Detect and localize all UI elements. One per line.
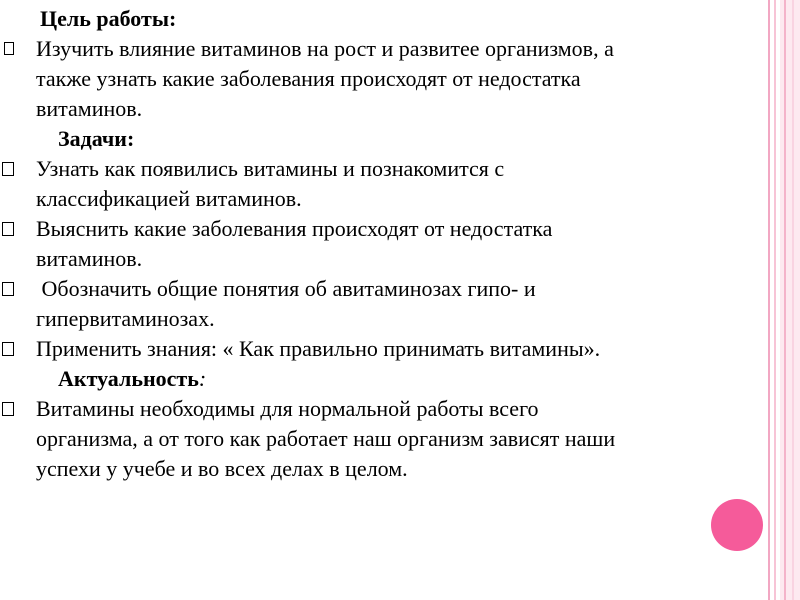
task-4-line-1: Применить знания: « Как правильно принимать витамины». <box>36 336 601 361</box>
square-bullet-icon <box>2 282 14 296</box>
relevance-text-line-1: Витамины необходимы для нормальной работы всего <box>36 396 539 421</box>
decor-stripe-line <box>784 0 786 600</box>
task-3-line-2: гипервитаминозах. <box>36 306 215 331</box>
relevance-text-line-3: успехи у учебе и во всех делах в целом. <box>36 456 408 481</box>
tasks-heading: Задачи: <box>58 126 135 151</box>
goal-text-line-3: витаминов. <box>36 96 143 121</box>
square-bullet-icon <box>2 342 14 356</box>
task-1-line-1: Узнать как появились витамины и познакомится с <box>36 156 505 181</box>
task-2-line-2: витаминов. <box>36 246 143 271</box>
decor-stripe-line <box>792 0 794 600</box>
task-4 <box>0 334 770 364</box>
goal-paragraph <box>0 34 770 64</box>
square-bullet-icon <box>2 402 14 416</box>
task-1 <box>0 154 770 184</box>
task-3 <box>0 274 770 304</box>
relevance-paragraph <box>0 394 770 424</box>
decor-stripe-line <box>768 0 770 600</box>
square-bullet-icon <box>4 42 14 55</box>
decor-stripe-band <box>780 0 800 600</box>
goal-text-line-2: также узнать какие заболевания происходят от недостатка <box>36 66 581 91</box>
task-2 <box>0 214 770 244</box>
decor-stripe-line <box>774 0 776 600</box>
goal-text-line-1: Изучить влияние витаминов на рост и развитее организмов, а <box>36 36 614 61</box>
relevance-heading <box>0 364 770 394</box>
task-2-line-1: Выяснить какие заболевания происходят от недостатка <box>36 216 553 241</box>
square-bullet-icon <box>2 222 14 236</box>
decor-pink-circle <box>711 499 763 551</box>
slide-content <box>0 4 770 484</box>
relevance-heading-colon: : <box>198 366 207 391</box>
task-3-line-1: Обозначить общие понятия об авитаминозах гипо- и <box>36 276 536 301</box>
square-bullet-icon <box>2 162 14 176</box>
goal-heading: Цель работы: <box>40 6 177 31</box>
task-1-line-2: классификацией витаминов. <box>36 186 302 211</box>
relevance-heading-text: Актуальность <box>58 366 199 391</box>
relevance-text-line-2: организма, а от того как работает наш организм зависят наши <box>36 426 616 451</box>
